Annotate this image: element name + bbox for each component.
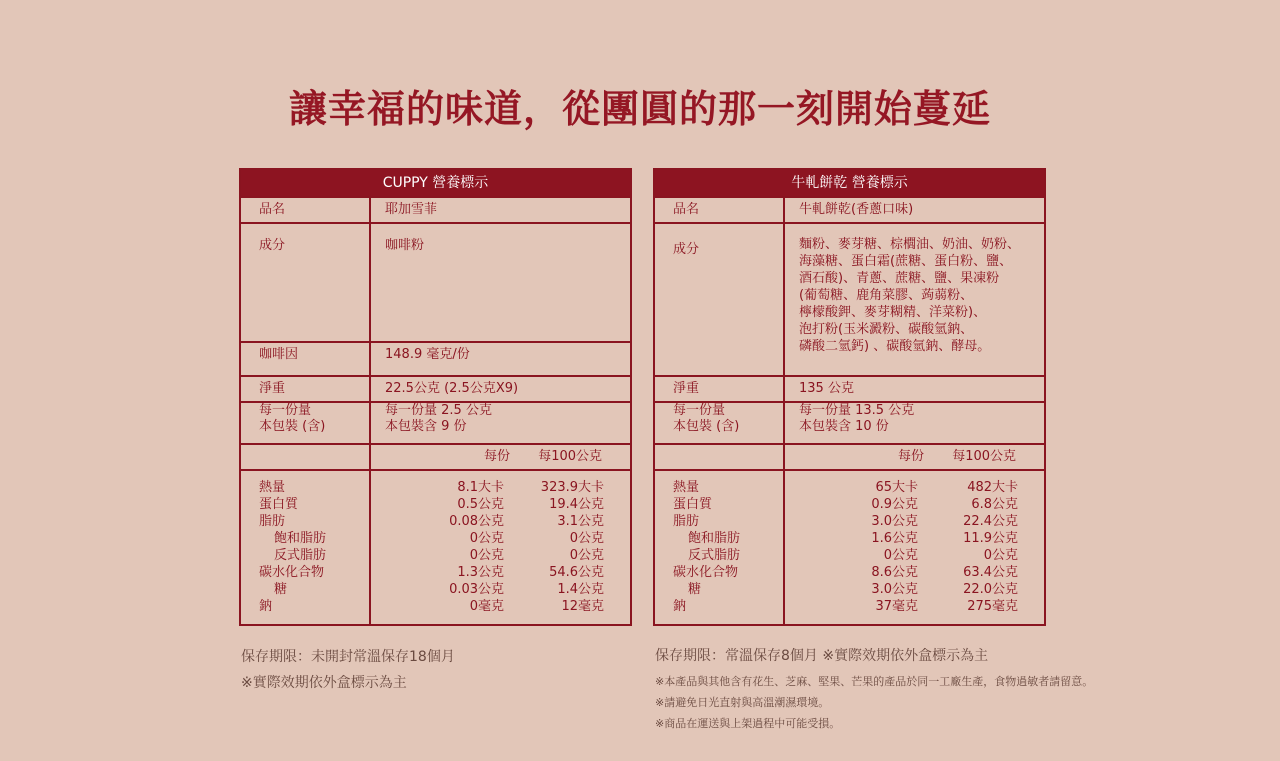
nutrient-values <box>370 470 631 625</box>
serving-label <box>654 402 784 444</box>
product-name-value: 牛軋餅乾(香蔥口味) <box>784 197 1045 223</box>
shipping-damage-note: ※商品在運送與上架過程中可能受損。 <box>655 717 841 730</box>
nutrient-names <box>240 470 370 625</box>
serving-size-label: 每一份量 <box>673 403 726 418</box>
per-100g-value: 22.0公克 <box>963 582 1019 597</box>
nutrient-name: 反式脂肪 <box>274 548 327 563</box>
shelf-life-note: 保存期限：常溫保存8個月 ※實際效期依外盒標示為主 <box>655 648 989 664</box>
ingredients-label: 成分 <box>654 223 784 376</box>
per-serving-value: 0.5公克 <box>457 497 505 512</box>
storage-note: ※請避免日光直射與高溫潮濕環境。 <box>655 696 830 709</box>
per-serving-value: 1.6公克 <box>871 531 919 546</box>
per-serving-value: 0公克 <box>469 548 505 563</box>
per-100g-value: 12毫克 <box>561 599 605 614</box>
product-name-label: 品名 <box>654 197 784 223</box>
ingredients-line: 麵粉、麥芽糖、棕櫚油、奶油、奶粉、 <box>799 237 1021 252</box>
nutrient-name: 蛋白質 <box>259 497 299 512</box>
per-100g-value: 1.4公克 <box>557 582 605 597</box>
serving-value <box>370 402 631 444</box>
nutrient-name: 脂肪 <box>673 514 700 529</box>
per-100g-value: 323.9大卡 <box>540 480 605 495</box>
caffeine-value: 148.9 毫克/份 <box>370 342 631 376</box>
product-name-value: 耶加雪菲 <box>370 197 631 223</box>
nutrient-name: 鈉 <box>673 599 687 614</box>
ingredients-line: 泡打粉(玉米澱粉、碳酸氫鈉、 <box>799 322 974 337</box>
nutrient-name: 反式脂肪 <box>688 548 741 563</box>
per-serving-header: 每份 <box>898 449 925 464</box>
per-100g-value: 3.1公克 <box>557 514 605 529</box>
per-100g-header: 每100公克 <box>952 449 1017 464</box>
per-serving-value: 1.3公克 <box>457 565 505 580</box>
per-100g-value: 63.4公克 <box>963 565 1019 580</box>
per-100g-value: 54.6公克 <box>549 565 605 580</box>
serving-label <box>240 402 370 444</box>
serving-size-label: 每一份量 <box>259 403 312 418</box>
nutrient-name: 碳水化合物 <box>259 565 325 580</box>
cuppy-nutrition-table <box>239 168 630 626</box>
table-title: CUPPY 營養標示 <box>240 169 631 197</box>
nutrient-name: 脂肪 <box>259 514 286 529</box>
nutrient-name: 飽和脂肪 <box>274 531 327 546</box>
serving-size-value: 每一份量 13.5 公克 <box>799 403 915 418</box>
product-name-label: 品名 <box>240 197 370 223</box>
per-serving-value: 0.9公克 <box>871 497 919 512</box>
per-100g-value: 0公克 <box>569 548 605 563</box>
column-headers <box>784 444 1045 470</box>
per-serving-value: 3.0公克 <box>871 582 919 597</box>
per-100g-value: 6.8公克 <box>971 497 1019 512</box>
ingredients-label: 成分 <box>240 223 370 342</box>
net-weight-label: 淨重 <box>654 376 784 402</box>
ingredients-value <box>784 223 1045 376</box>
nutrient-name: 蛋白質 <box>673 497 713 512</box>
allergen-note: ※本產品與其他含有花生、芝麻、堅果、芒果的產品於同一工廠生產，食物過敏者請留意。 <box>655 675 1094 688</box>
per-serving-value: 8.6公克 <box>871 565 919 580</box>
column-header-blank <box>240 444 370 470</box>
per-serving-value: 65大卡 <box>875 480 919 495</box>
per-serving-value: 0.03公克 <box>449 582 505 597</box>
ingredients-line: 檸檬酸鉀、麥芽糊精、洋菜粉)、 <box>799 305 987 320</box>
nutrient-name: 糖 <box>688 582 702 597</box>
nutrient-values <box>784 470 1045 625</box>
per-100g-value: 275毫克 <box>967 599 1019 614</box>
per-serving-value: 3.0公克 <box>871 514 919 529</box>
per-100g-value: 0公克 <box>569 531 605 546</box>
table-title: 牛軋餅乾 營養標示 <box>654 169 1045 197</box>
servings-per-pack-value: 本包裝含 10 份 <box>799 419 889 434</box>
nutrient-name: 糖 <box>274 582 288 597</box>
per-100g-value: 19.4公克 <box>549 497 605 512</box>
nutrient-name: 碳水化合物 <box>673 565 739 580</box>
per-100g-value: 11.9公克 <box>963 531 1019 546</box>
page-headline: 讓幸福的味道，從團圓的那一刻開始蔓延 <box>288 87 991 131</box>
ingredients-line: (葡萄糖、鹿角菜膠、蒟蒻粉、 <box>799 288 974 303</box>
ingredients-value: 咖啡粉 <box>370 223 631 342</box>
ingredients-line: 磷酸二氫鈣) 、碳酸氫鈉、酵母。 <box>799 339 991 354</box>
shelf-life-note: 保存期限：未開封常溫保存18個月 <box>241 649 455 665</box>
per-serving-header: 每份 <box>484 449 511 464</box>
net-weight-value: 135 公克 <box>784 376 1045 402</box>
per-serving-value: 0公克 <box>469 531 505 546</box>
nutrient-name: 熱量 <box>673 480 700 495</box>
nutrient-name: 鈉 <box>259 599 273 614</box>
serving-size-value: 每一份量 2.5 公克 <box>385 403 492 418</box>
servings-per-pack-label: 本包裝 (含) <box>673 419 740 434</box>
caffeine-label: 咖啡因 <box>240 342 370 376</box>
ingredients-line: 海藻糖、蛋白霜(蔗糖、蛋白粉、鹽、 <box>799 254 1013 269</box>
expiry-note: ※實際效期依外盒標示為主 <box>241 675 407 691</box>
serving-value <box>784 402 1045 444</box>
per-serving-value: 8.1大卡 <box>457 480 505 495</box>
servings-per-pack-label: 本包裝 (含) <box>259 419 326 434</box>
nutrient-name: 飽和脂肪 <box>688 531 741 546</box>
nougat-cookie-nutrition-table <box>653 168 1044 626</box>
per-serving-value: 0毫克 <box>469 599 505 614</box>
ingredients-line: 酒石酸)、青蔥、蔗糖、鹽、果凍粉 <box>799 271 1000 286</box>
per-100g-value: 22.4公克 <box>963 514 1019 529</box>
nutrient-names <box>654 470 784 625</box>
column-headers <box>370 444 631 470</box>
net-weight-label: 淨重 <box>240 376 370 402</box>
per-serving-value: 37毫克 <box>875 599 919 614</box>
servings-per-pack-value: 本包裝含 9 份 <box>385 419 467 434</box>
per-100g-value: 482大卡 <box>967 480 1019 495</box>
per-serving-value: 0.08公克 <box>449 514 505 529</box>
column-header-blank <box>654 444 784 470</box>
nutrient-name: 熱量 <box>259 480 286 495</box>
per-100g-header: 每100公克 <box>538 449 603 464</box>
per-100g-value: 0公克 <box>983 548 1019 563</box>
net-weight-value: 22.5公克 (2.5公克X9) <box>370 376 631 402</box>
per-serving-value: 0公克 <box>883 548 919 563</box>
